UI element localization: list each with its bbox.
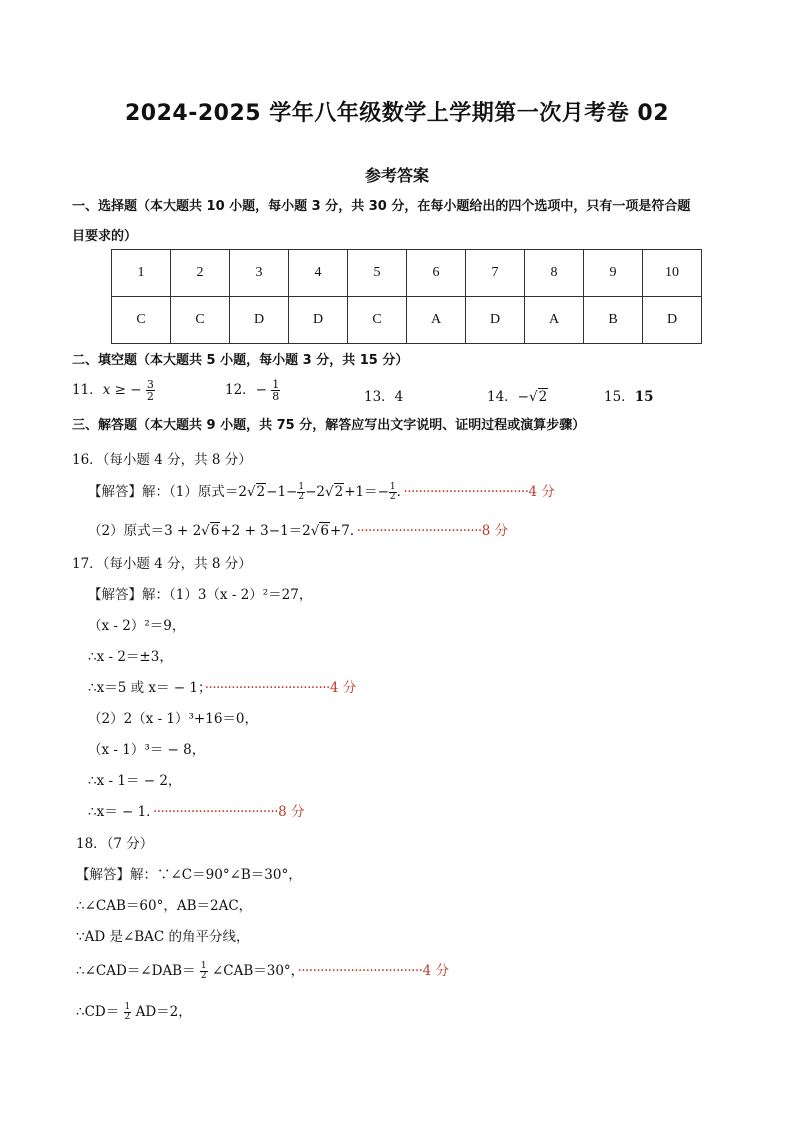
q17-line-4	[88, 676, 356, 696]
q18-line5-prefix: ∴CD＝	[76, 1004, 120, 1020]
table-cell-answer: C	[348, 297, 407, 344]
fraction-numerator: 1	[200, 961, 207, 971]
score-dots: ·································	[403, 484, 529, 500]
q16-line1-radicand2: 2	[334, 484, 344, 500]
page-subtitle: 参考答案	[364, 166, 429, 185]
q16-line2-prefix: （2）原式＝3 + 2	[88, 523, 202, 539]
q16-line2-mid: +2 + 3−1＝2	[220, 523, 311, 539]
answer-15-value: 15	[634, 389, 654, 405]
table-cell-number: 7	[466, 250, 525, 297]
answer-12	[225, 378, 280, 402]
q16-line2-end: +7．	[329, 523, 357, 539]
answer-11-numerator: 3	[146, 378, 154, 391]
table-cell-number: 9	[584, 250, 643, 297]
sqrt-symbol: √	[201, 523, 210, 539]
q16-header: 16．（每小题 4 分，共 8 分）	[72, 452, 252, 468]
score-dots: ·································	[297, 963, 423, 979]
answer-12-numerator: 1	[272, 378, 280, 391]
sqrt-symbol: √	[325, 484, 334, 500]
fraction-denominator: 2	[124, 1012, 131, 1022]
score-label: 4 分	[528, 484, 555, 500]
answer-11-var: x	[102, 382, 111, 398]
q17-header: 17．（每小题 4 分，共 8 分）	[72, 556, 252, 572]
score-dots: ·································	[152, 804, 279, 820]
table-cell-answer: D	[230, 297, 289, 344]
q16-line1-mid1: −1−	[266, 484, 298, 500]
answer-15	[604, 385, 653, 405]
table-cell-answer: A	[407, 297, 466, 344]
q16-line1-fraction1	[297, 483, 305, 502]
q17-line: 【解答】解：（1）3（x - 2）²＝27，	[88, 587, 313, 603]
q16-line2-radicand1: 6	[210, 523, 220, 539]
q16-line1	[88, 480, 555, 502]
fraction-numerator: 1	[389, 482, 396, 492]
section3-heading: 三、解答题（本大题共 9 小题，共 75 分，解答应写出文字说明、证明过程或演算步骤）	[72, 418, 586, 433]
q18-line: 【解答】解：∵∠C＝90°∠B＝30°，	[76, 867, 302, 883]
section1-heading-line1: 一、选择题（本大题共 10 小题，每小题 3 分，共 30 分，在每小题给出的四个选项中，只有一项是符合题	[72, 199, 691, 214]
answer-11-denominator: 2	[146, 390, 154, 403]
answer-12-denominator: 8	[272, 390, 280, 403]
fraction-numerator: 1	[124, 1002, 131, 1012]
table-cell-number: 6	[407, 250, 466, 297]
q16-line1-radicand1: 2	[256, 484, 266, 500]
q17-line: （2）2（x - 1）³+16＝0，	[88, 711, 259, 727]
fraction-denominator: 2	[200, 971, 207, 981]
sqrt-symbol: √	[246, 484, 256, 500]
sqrt-symbol: √	[529, 389, 538, 405]
q16-line1-prefix: 【解答】解：（1）原式＝2	[88, 484, 247, 500]
q17-line: （x - 2）²＝9，	[88, 618, 186, 634]
answer-11	[72, 378, 155, 402]
score-label: 8 分	[278, 804, 305, 820]
answer-12-label: 12．−	[225, 382, 267, 398]
q18-line-5	[76, 1000, 192, 1022]
q16-line1-end: ．	[396, 484, 404, 500]
answer-14-label: 14．−	[487, 389, 529, 405]
table-cell-number: 5	[348, 250, 407, 297]
fraction-denominator: 2	[298, 492, 305, 502]
answer-table-answers-row	[112, 297, 702, 344]
q17-line-8	[88, 800, 304, 820]
answer-15-label: 15．	[604, 389, 635, 405]
table-cell-number: 8	[525, 250, 584, 297]
table-cell-number: 1	[112, 250, 171, 297]
answer-14-radicand: 2	[538, 389, 548, 405]
q16-line2-radicand2: 6	[320, 523, 329, 539]
table-cell-answer: C	[112, 297, 171, 344]
score-label: 4 分	[329, 680, 357, 696]
sqrt-symbol: √	[310, 523, 320, 539]
q17-line-text: ∴x＝5 或 x＝ − 1；	[88, 680, 205, 696]
q16-line1-mid3: +1＝−	[344, 484, 389, 500]
table-cell-answer: D	[289, 297, 348, 344]
half-fraction	[200, 962, 208, 981]
section2-heading: 二、填空题（本大题共 5 小题，每小题 3 分，共 15 分）	[72, 353, 409, 368]
score-label: 4 分	[422, 963, 449, 979]
q18-line: ∵AD 是∠BAC 的角平分线，	[76, 929, 250, 945]
q18-line-4	[76, 959, 449, 981]
answer-table-numbers-row	[112, 250, 702, 297]
q17-line-text: ∴x＝ − 1．	[88, 804, 153, 820]
table-cell-answer: A	[525, 297, 584, 344]
table-cell-number: 4	[289, 250, 348, 297]
table-cell-number: 10	[643, 250, 702, 297]
table-cell-answer: C	[171, 297, 230, 344]
q18-line4-prefix: ∴∠CAD＝∠DAB＝	[76, 963, 196, 979]
q18-line4-suffix: ∠CAB＝30°，	[211, 963, 298, 979]
table-cell-answer: D	[466, 297, 525, 344]
q18-line5-suffix: AD＝2，	[135, 1004, 192, 1020]
table-cell-number: 3	[230, 250, 289, 297]
q16-line1-fraction2	[389, 483, 397, 502]
score-dots: ·································	[204, 680, 330, 696]
page-title: 2024-2025 学年八年级数学上学期第一次月考卷 02	[124, 101, 670, 126]
answer-11-fraction	[146, 379, 155, 402]
section1-heading-line2: 目要求的）	[72, 229, 138, 244]
fraction-numerator: 1	[298, 482, 305, 492]
q16-line2	[88, 519, 508, 539]
answer-12-fraction	[271, 379, 280, 402]
q17-line: ∴x - 1＝ − 2，	[88, 773, 182, 789]
answer-table	[111, 249, 702, 344]
q17-line: （x - 1）³＝ − 8，	[88, 742, 206, 758]
answer-13: 13．4	[364, 389, 404, 405]
q17-line: ∴x - 2＝±3，	[88, 649, 173, 665]
q16-line1-mid2: −2	[305, 484, 325, 500]
q18-header: 18．（7 分）	[76, 836, 154, 852]
table-cell-answer: D	[643, 297, 702, 344]
table-cell-number: 2	[171, 250, 230, 297]
fraction-denominator: 2	[389, 492, 396, 502]
score-dots: ·································	[356, 523, 482, 539]
q18-line: ∴∠CAB＝60°，AB＝2AC，	[76, 898, 253, 914]
answer-11-label: 11．	[72, 382, 103, 398]
score-label: 8 分	[481, 523, 509, 539]
answer-11-op: ≥ −	[114, 382, 142, 398]
table-cell-answer: B	[584, 297, 643, 344]
answer-14	[487, 385, 548, 405]
half-fraction	[124, 1003, 132, 1022]
